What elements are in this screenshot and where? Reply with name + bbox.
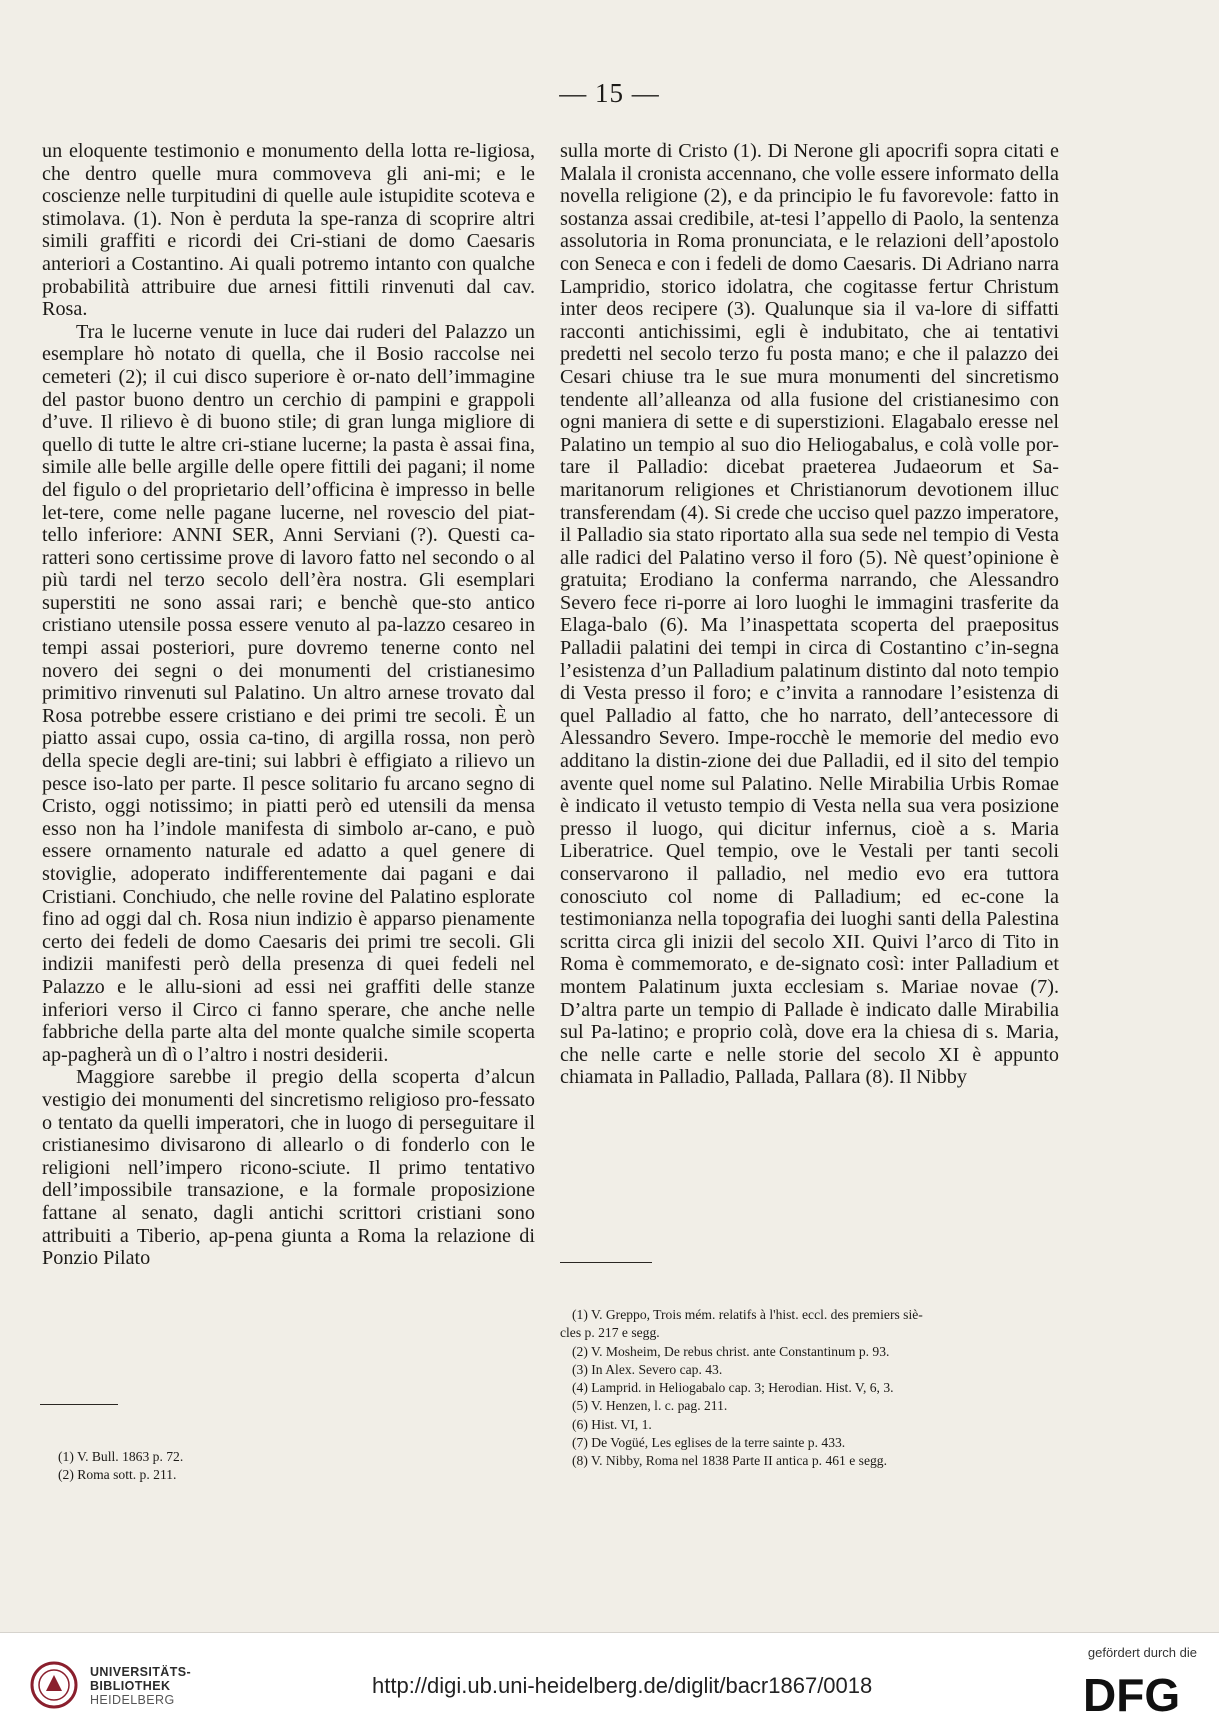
footnote-item: (8) V. Nibby, Roma nel 1838 Parte II antica p. 461 e segg.	[572, 1453, 887, 1469]
dfg-logo-text: DFG	[1083, 1669, 1181, 1717]
university-seal-icon	[30, 1661, 78, 1709]
library-name-line: UNIVERSITÄTS-	[90, 1665, 192, 1679]
left-footnotes	[58, 1448, 358, 1485]
library-name-line: HEIDELBERG	[90, 1693, 175, 1707]
page-number: — 15 —	[559, 78, 660, 108]
footnote-item: (7) De Vogüé, Les eglises de la terre sainte p. 433.	[572, 1435, 846, 1451]
left-paragraph-2: Tra le lucerne venute in luce dai ruderi del Palazzo un esemplare hò notato di quella, che il Bosio raccolse nei cemeteri (2); il cui disco superiore è or-nato dell’immagine del pastor buono dentro un cerchio di pampini e grappoli d’uve. Il rilievo è di buono stile; di gran lunga migliore di quello di tutte le altre cri-stiane lucerne; la pasta è assai fina, simile alle belle argille delle opere fittili dei pagani; il nome del figulo o del proprietario dell’officina è impresso in belle let-tere, come nelle pagane lucerne, nel rovescio del piat-tello inferiore: ANNI SER, Anni Serviani (?). Questi ca-ratteri sono certissime prove di lavoro fatto nel secondo o al più tardi nel terzo secolo dell’èra nostra. Gli esemplari superstiti ne sono assai rari; e benchè que-sto antico cristiano utensile possa essere venuto al pa-lazzo cesareo in tempi assai posteriori, pure dovremo tenerne conto nel novero dei segni o dei monumenti del cristianesimo primitivo rinvenuti sul Palatino. Un altro arnese trovato dal Rosa potrebbe essere cristiano e dei primi tre secoli. È un piatto assai cupo, ossia ca-tino, di argilla rossa, non però della specie degli are-tini; sui labbri è effigiato a rilievo un pesce iso-lato per parte. Il pesce solitario fu arcano segno di Cristo, oggi notissimo; in piatti però ed utensili da mensa esso non ha l’indole manifesta di simbolo ar-cano, e può essere ornamento naturale ed adatto a quel genere di stoviglie, adoperato indifferentemente dai pagani e dai Cristiani. Conchiudo, che nelle rovine del Palatino esplorate fino ad oggi dal ch. Rosa niun indizio è apparso pienamente certo dei fedeli de domo Caesaris dei primi tre secoli. Gli indizii manifesti però della presenza di quei fedeli nel Palazzo e le allu-sioni ad essi nei graffiti delle stanze inferiori verso il Circo ci fanno sperare, che anche nelle fabbriche della parte alta del monte qualche simile scoperta ap-pagherà un dì o l’altro i nostri desiderii.	[42, 320, 535, 1066]
library-name-line: BIBLIOTHEK	[90, 1679, 171, 1693]
right-column	[560, 140, 1059, 1089]
footnote-item: (5) V. Henzen, l. c. pag. 211.	[572, 1398, 728, 1414]
funded-by-label: gefördert durch die	[1087, 1645, 1197, 1660]
left-paragraph-1: un eloquente testimonio e monumento della lotta re-ligiosa, che dentro quelle mura commoveva gli ani-mi; e le coscienze nelle turpitudini di quelle aule istupidite scoteva e stimolava. (1). Non è perduta la spe-ranza di scoprire altri simili graffiti e ricordi dei Cri-stiani de domo Caesaris anteriori a Costantino. Ai quali potremo intanto con qualche probabilità attribuire due arnesi fittili rinvenuti dal cav. Rosa.	[42, 140, 535, 321]
left-column	[42, 140, 535, 1270]
dfg-logo	[1083, 1669, 1197, 1717]
footnote-item: (1) V. Bull. 1863 p. 72.	[58, 1449, 184, 1464]
library-name	[90, 1665, 191, 1707]
left-paragraph-3: Maggiore sarebbe il pregio della scoperta d’alcun vestigio dei monumenti del sincretismo religioso pro-fessato o tentato da quelli imperatori, che in luogo di perseguitare il cristianesimo divisarono di allearlo o di fonderlo con le religioni nell’impero ricono-sciute. Il primo tentativo dell’impossibile transazione, e la formale proposizione fattane al senato, dagli antichi scrittori cristiani sono attribuiti a Tiberio, ap-pena giunta a Roma la relazione di Ponzio Pilato	[42, 1066, 535, 1270]
footnote-item: (4) Lamprid. in Heliogabalo cap. 3; Herodian. Hist. V, 6, 3.	[572, 1380, 894, 1396]
source-url-link[interactable]: http://digi.ub.uni-heidelberg.de/diglit/bacr1867/0018	[372, 1673, 873, 1698]
right-footnote-divider	[560, 1262, 652, 1263]
footnote-item: (1) V. Greppo, Trois mém. relatifs à l'hist. eccl. des premiers siè-	[572, 1307, 923, 1322]
footnote-item: (3) In Alex. Severo cap. 43.	[572, 1361, 723, 1377]
footnote-item: cles p. 217 e segg.	[560, 1325, 660, 1341]
right-paragraph-1: sulla morte di Cristo (1). Di Nerone gli apocrifi sopra citati e Malala il cronista accennano, che volle essere informato della novella religione (2), e da principio le fu favorevole: fatto in sostanza assai credibile, at-tesi l’appello di Paolo, la sentenza assolutoria in Roma pronunciata, e le relazioni dell’apostolo con Seneca e con i fedeli de domo Caesaris. Di Adriano narra Lampridio, storico idolatra, che cogitasse fertur Christum inter deos recipere (3). Qualunque sia il va-lore di siffatti racconti antichissimi, egli è indubitato, che ai tentativi predetti nel secolo terzo fu posta mano; e che il palazzo dei Cesari chiuse tra le sue mura monumenti del sincretismo tendente all’alleanza od alla fusione del cristianesimo con ogni maniera di sette e di superstizioni. Elagabalo eresse nel Palatino un tempio al suo dio Heliogabalus, e colà volle por-tare il Palladio: dicebat praeterea Judaeorum et Sa-maritanorum religiones et Christianorum devotionem illuc transferendam (4). Si crede che ucciso quel pazzo imperatore, il Palladio sia stato riportato alla sua sede nel tempio di Vesta alle radici del Palatino verso il foro (5). Nè quest’opinione è gratuita; Erodiano la conferma narrando, che Alessandro Severo fece ri-porre ai loro luoghi le immagini trasferite da Elaga-balo (6). Ma l’inaspettata scoperta del praepositus Palladii palatini dei tempi in circa di Costantino c’in-segna l’esistenza d’un Palladium palatinum distinto dal noto tempio di Vesta presso il foro; e c’invita a rannodare l’esistenza di quel Palladio al fatto, che ho narrato, dell’antecessore di Alessandro Severo. Impe-rocchè le memorie del medio evo additano la distin-zione dei due Palladii, ed il sito del tempio avente quel nome sul Palatino. Nelle Mirabilia Urbis Romae è indicato il vetusto tempio di Vesta nella sua vera posizione presso il luogo, qui dicitur infernus, cioè a s. Maria Liberatrice. Quel tempio, ove le Vestali per tanti secoli conservarono il palladio, nel medio evo era tuttora conosciuto col nome di Palladium; ed ec-cone la testimonianza nella topografia dei luoghi santi della Palestina scritta circa gli inizii del secolo XII. Quivi l’arco di Tito in Roma è commemorato, e de-signato così: inter Palladium et montem Palatinum juxta ecclesiam s. Mariae novae (7). D’altra parte un tempio di Pallade è indicato dalle Mirabilia sul Pa-latino; e proprio colà, dove era la chiesa di s. Maria, che nelle carte e nelle storie del secolo XI è appunto chiamata in Palladio, Pallada, Pallara (8). Il Nibby	[560, 140, 1059, 1089]
left-footnote-divider	[40, 1404, 118, 1405]
right-footnotes	[560, 1306, 1062, 1471]
footnote-item: (2) V. Mosheim, De rebus christ. ante Constantinum p. 93.	[572, 1343, 890, 1359]
footnote-item: (2) Roma sott. p. 211.	[58, 1467, 177, 1483]
digitization-banner	[0, 1632, 1219, 1733]
footnote-item: (6) Hist. VI, 1.	[572, 1416, 652, 1432]
